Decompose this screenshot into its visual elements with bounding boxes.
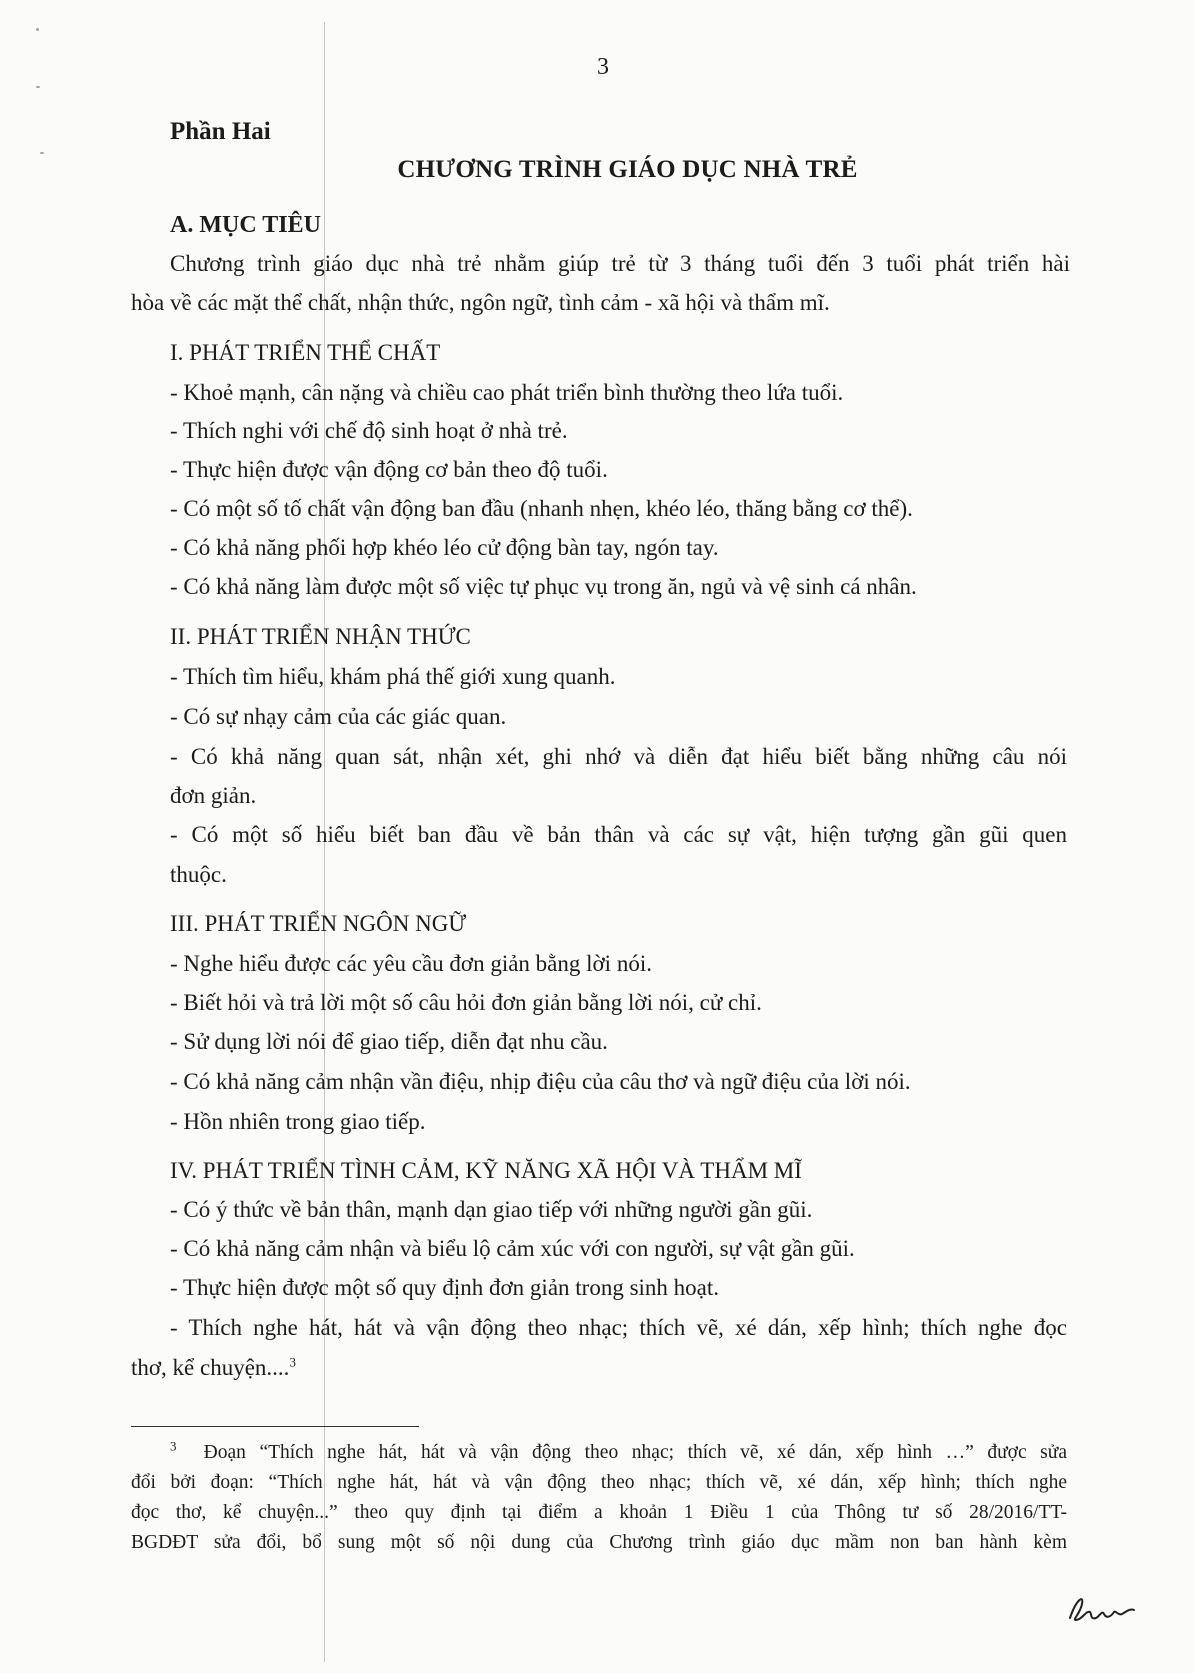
intro-line: Chương trình giáo dục nhà trẻ nhằm giúp trẻ từ 3 tháng tuổi đến 3 tuổi phát triển hài (170, 251, 1070, 276)
footnote-line: BGDĐT sửa đổi, bổ sung một số nội dung của Chương trình giáo dục mầm non ban hành kèm (131, 1532, 1067, 1553)
list-item: - Thực hiện được một số quy định đơn giản trong sinh hoạt. (170, 1275, 720, 1300)
list-item: - Có một số hiểu biết ban đầu về bản thân và các sự vật, hiện tượng gần gũi quen (170, 822, 1067, 847)
intro-line: hòa về các mặt thể chất, nhận thức, ngôn ngữ, tình cảm - xã hội và thẩm mĩ. (131, 290, 830, 315)
list-item: - Biết hỏi và trả lời một số câu hỏi đơn giản bằng lời nói, cử chỉ. (170, 990, 762, 1015)
list-item: - Có sự nhạy cảm của các giác quan. (170, 704, 507, 729)
section-3-heading: III. PHÁT TRIỂN NGÔN NGỮ (170, 911, 467, 936)
list-item: - Hồn nhiên trong giao tiếp. (170, 1109, 426, 1134)
footnote-separator (131, 1426, 419, 1427)
part-label: Phần Hai (170, 118, 271, 145)
list-item: - Có khả năng cảm nhận và biểu lộ cảm xúc với con người, sự vật gần gũi. (170, 1236, 855, 1261)
list-item: - Có khả năng phối hợp khéo léo cử động bàn tay, ngón tay. (170, 535, 719, 560)
footnote-reference[interactable]: 3 (289, 1354, 296, 1370)
document-title: CHƯƠNG TRÌNH GIÁO DỤC NHÀ TRẺ (397, 156, 858, 183)
list-item-continued (131, 1355, 296, 1381)
list-item: - Thích nghe hát, hát và vận động theo nhạc; thích vẽ, xé dán, xếp hình; thích nghe đọc (170, 1315, 1067, 1340)
footnote-line (170, 1438, 1067, 1464)
list-item-continued: thuộc. (170, 862, 227, 887)
scan-speck (36, 28, 39, 31)
list-item: - Nghe hiểu được các yêu cầu đơn giản bằng lời nói. (170, 951, 652, 976)
initials-signature (1062, 1590, 1142, 1626)
footnote-line: đọc thơ, kể chuyện...” theo quy định tại điểm a khoản 1 Điều 1 của Thông tư số 28/2016/TT- (131, 1502, 1067, 1523)
page-number: 3 (597, 54, 609, 80)
list-item: - Có một số tố chất vận động ban đầu (nhanh nhẹn, khéo léo, thăng bằng cơ thể). (170, 496, 913, 521)
list-item-text: thơ, kể chuyện.... (131, 1355, 290, 1380)
list-item: - Thích nghi với chế độ sinh hoạt ở nhà trẻ. (170, 418, 568, 443)
list-item: - Có khả năng làm được một số việc tự phục vụ trong ăn, ngủ và vệ sinh cá nhân. (170, 574, 917, 599)
list-item: - Có ý thức về bản thân, mạnh dạn giao tiếp với những người gần gũi. (170, 1197, 813, 1222)
list-item: - Khoẻ mạnh, cân nặng và chiều cao phát triển bình thường theo lứa tuổi. (170, 380, 844, 405)
footnote-text: Đoạn “Thích nghe hát, hát và vận động theo nhạc; thích vẽ, xé dán, xếp hình …” được sửa (203, 1442, 1067, 1463)
list-item: - Thực hiện được vận động cơ bản theo độ tuổi. (170, 457, 608, 482)
footnote-marker: 3 (170, 1438, 177, 1454)
list-item: - Có khả năng quan sát, nhận xét, ghi nhớ và diễn đạt hiểu biết bằng những câu nói (170, 744, 1067, 769)
scan-speck (36, 86, 40, 88)
footnote-line: đổi bởi đoạn: “Thích nghe hát, hát và vận động theo nhạc; thích vẽ, xé dán, xếp hình; thích nghe (131, 1472, 1067, 1493)
section-4-heading: IV. PHÁT TRIỂN TÌNH CẢM, KỸ NĂNG XÃ HỘI VÀ THẨM MĨ (170, 1158, 802, 1183)
list-item: - Thích tìm hiểu, khám phá thế giới xung quanh. (170, 664, 616, 689)
section-1-heading: I. PHÁT TRIỂN THỂ CHẤT (170, 340, 441, 365)
section-2-heading: II. PHÁT TRIỂN NHẬN THỨC (170, 624, 471, 649)
list-item-continued: đơn giản. (170, 783, 257, 808)
list-item: - Có khả năng cảm nhận vần điệu, nhịp điệu của câu thơ và ngữ điệu của lời nói. (170, 1069, 911, 1094)
section-a-heading: A. MỤC TIÊU (170, 212, 321, 238)
scan-speck (40, 152, 44, 154)
list-item: - Sử dụng lời nói để giao tiếp, diễn đạt nhu cầu. (170, 1029, 608, 1054)
